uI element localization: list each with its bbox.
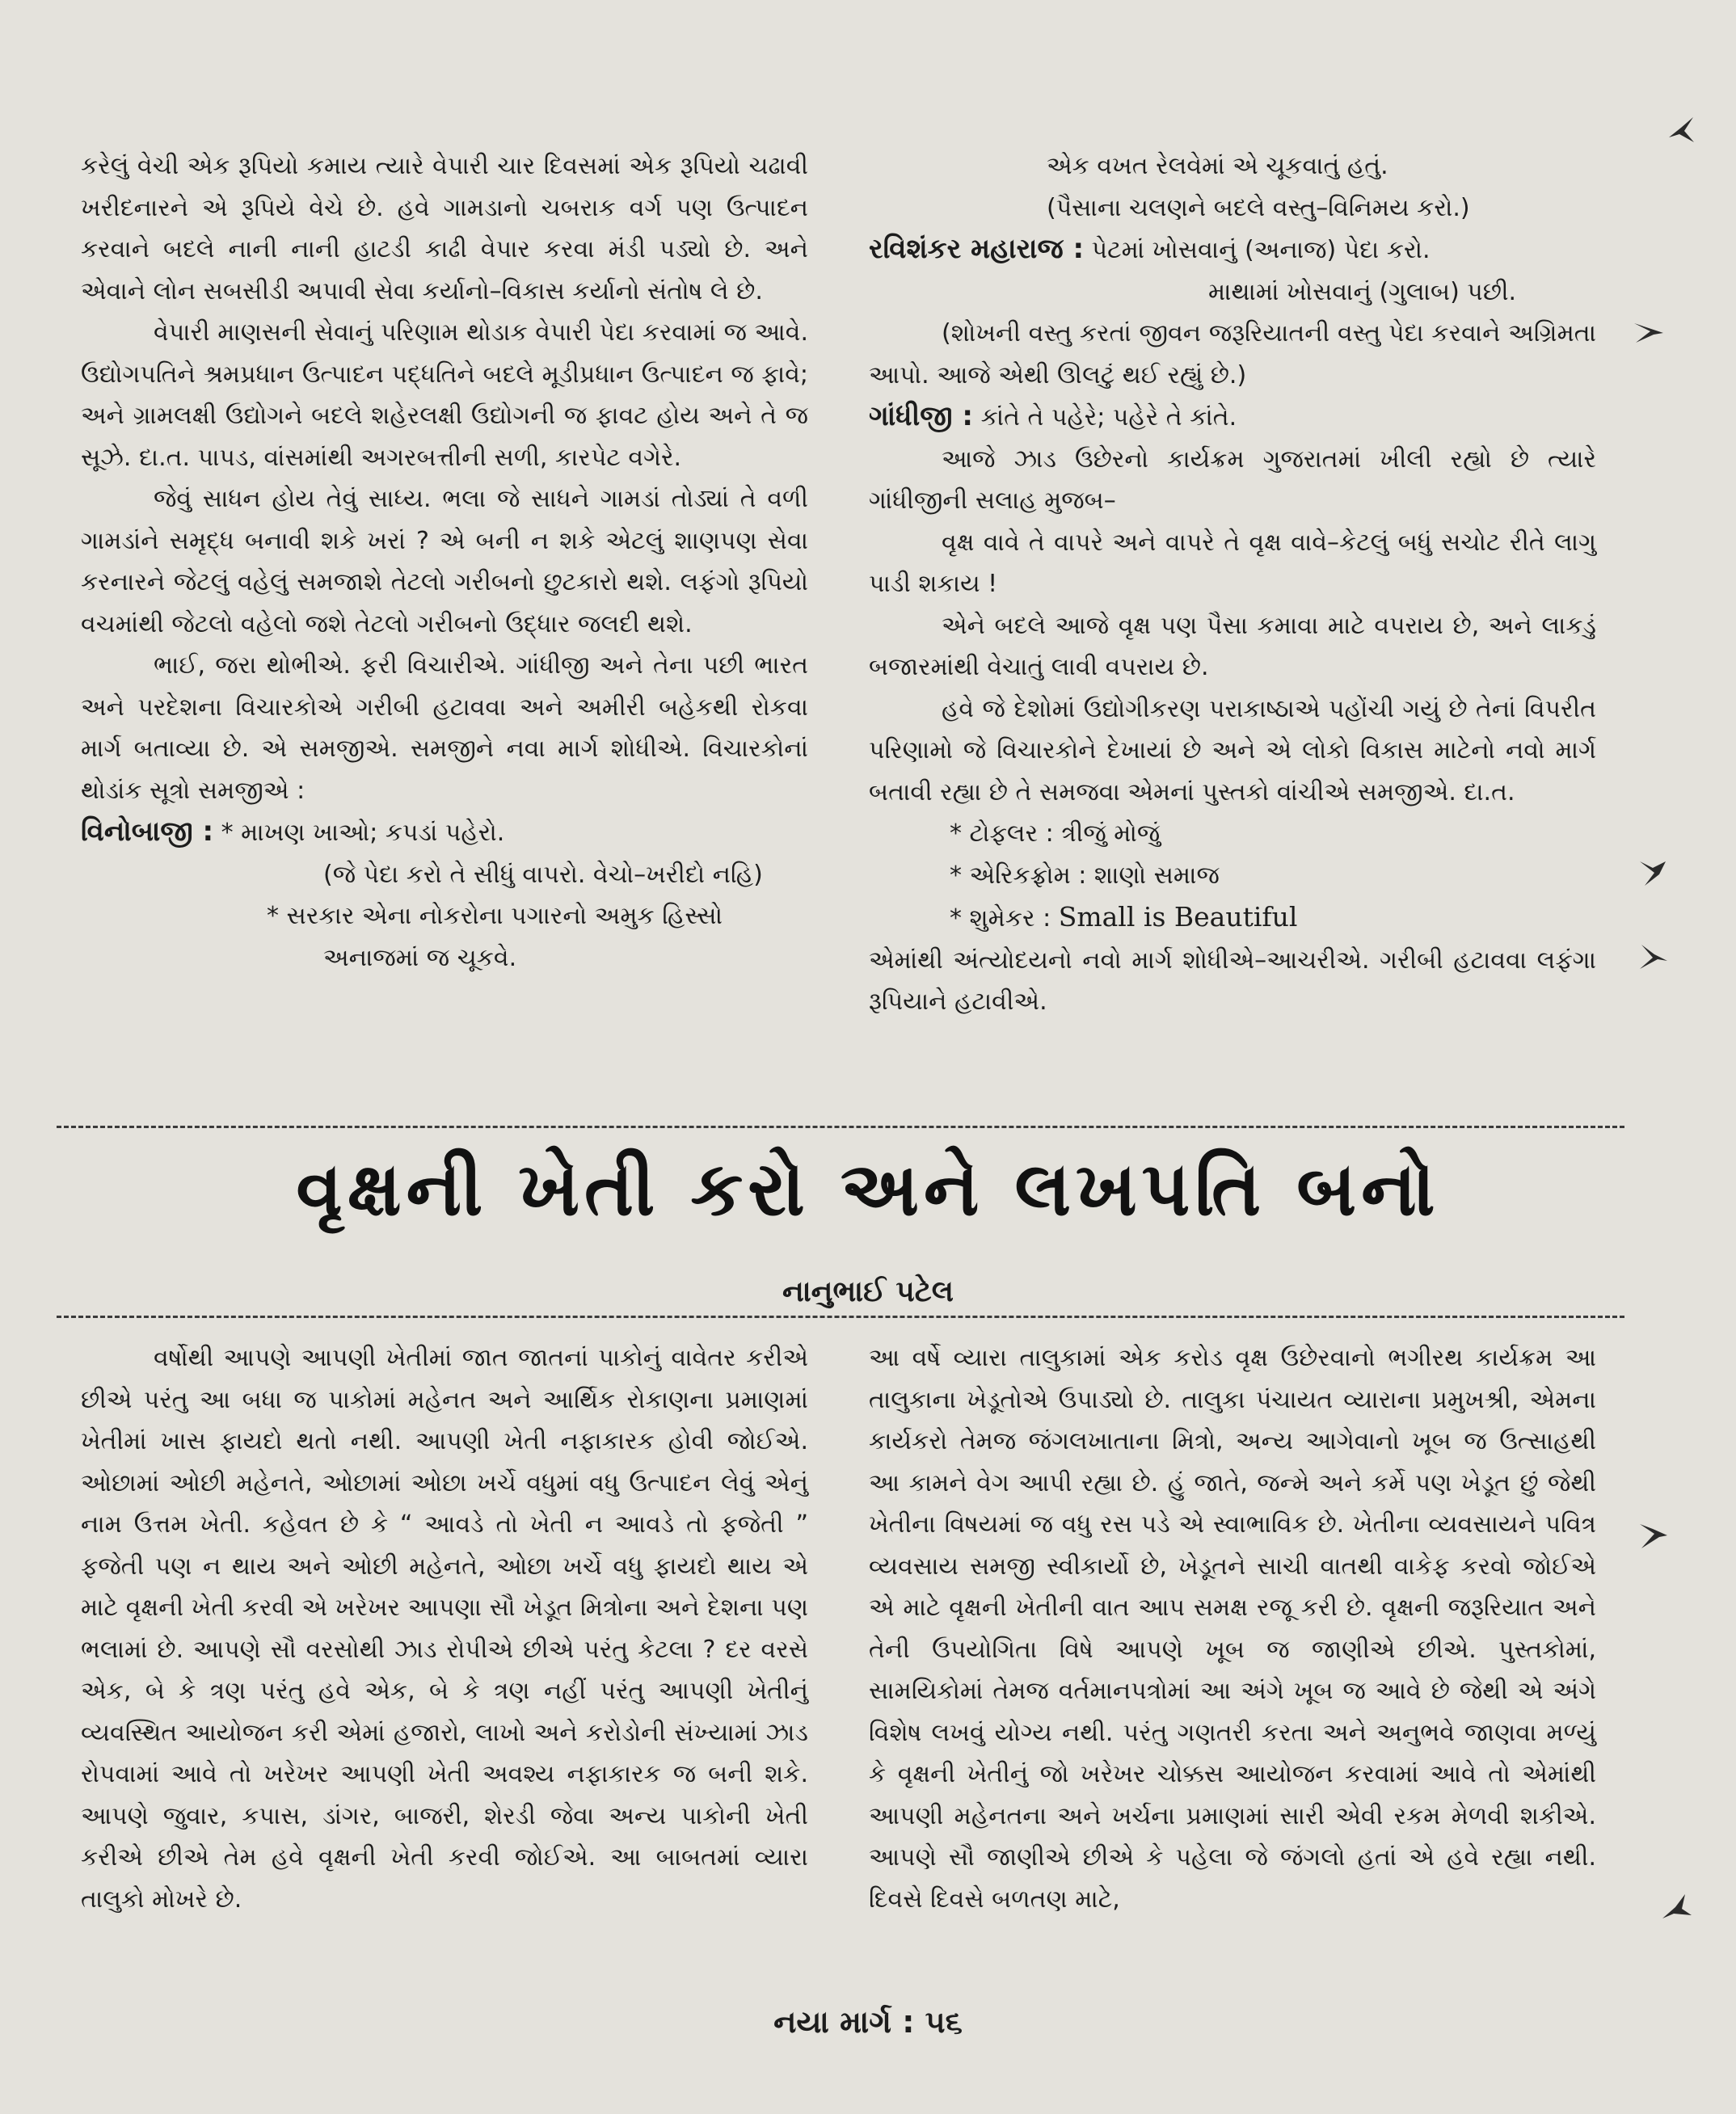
paragraph: એમાંથી અંત્યોદયનો નવો માર્ગ શોધીએ–આચરીએ. ગરીબી હટાવવા લફંગા રૂપિયાને હટાવીએ. xyxy=(869,945,1596,1016)
quote-line: પેટમાં ખોસવાનું (અનાજ) પેદા કરો. xyxy=(1091,236,1431,264)
quote-gandhi xyxy=(869,396,1596,439)
punch-hole xyxy=(1665,113,1697,145)
book-author: * શુમેકર : xyxy=(950,904,1059,933)
quote-line: કાંતે તે પહેરે; પહેરે તે કાંતે. xyxy=(980,403,1237,432)
speaker-name: ગાંધીજી : xyxy=(869,400,974,432)
paragraph: વર્ષોથી આપણે આપણી ખેતીમાં જાત જાતનાં પાકોનું વાવેતર કરીએ છીએ પરંતુ આ બધા જ પાકોમાં મહેનત અને આર્થિક રોકાણના પ્રમાણમાં ખેતીમાં ખાસ ફાયદો થતો નથી. આપણી ખેતી નફાકારક હોવી જોઈએ. ઓછામાં ઓછી મહેનતે, ઓછામાં ઓછા ખર્ચે વધુમાં વધુ ઉત્પાદન લેવું એનું નામ ઉત્તમ ખેતી. કહેવત છે કે “ આવડે તો ખેતી ન આવડે તો ફજેતી ” ફજેતી પણ ન થાય અને ઓછી મહેનતે, ઓછા ખર્ચે વધુ ફાયદો થાય એ માટે વૃક્ષની ખેતી કરવી એ ખરેખર આપણા સૌ ખેડૂત મિત્રોના અને દેશના પણ ભલામાં છે. આપણે સૌ વરસોથી ઝાડ રોપીએ છીએ પરંતુ કેટલા ? દર વરસે એક, બે કે ત્રણ પરંતુ હવે એક, બે કે ત્રણ નહીં પરંતુ આપણી ખેતીનું વ્યવસ્થિત આયોજન કરી એમાં હજારો, લાખો અને કરોડોની સંખ્યામાં ઝાડ રોપવામાં આવે તો ખરેખર આપણી ખેતી અવશ્ય નફાકારક જ બની શકે. આપણે જુવાર, કપાસ, ડાંગર, બાજરી, શેરડી જેવા અન્ય પાકોની ખેતી કરીએ છીએ તેમ હવે વૃક્ષની ખેતી કરવી જોઈએ. આ બાબતમાં વ્યારા તાલુકો મોખરે છે. xyxy=(81,1344,808,1914)
quote-line: (જે પેદા કરો તે સીધું વાપરો. વેચો–ખરીદો નહિ) xyxy=(323,860,763,889)
quote-line: * સરકાર એના નોકરોના પગારનો અમુક હિસ્સો xyxy=(267,902,723,930)
speaker-name: રવિશંકર મહારાજ : xyxy=(869,233,1085,265)
article-right-column xyxy=(869,1337,1596,1920)
paragraph: વેપારી માણસની સેવાનું પરિણામ થોડાક વેપારી પેદા કરવામાં જ આવે. ઉદ્યોગપતિને શ્રમપ્રધાન ઉત્પાદન પદ્ધતિને બદલે મૂડીપ્રધાન ઉત્પાદન જ ફાવે; અને ગ્રામલક્ષી ઉદ્યોગને બદલે શહેરલક્ષી ઉદ્યોગની જ ફાવટ હોય અને તે જ સૂઝે. દા.ત. પાપડ, વાંસમાંથી અગરબત્તીની સળી, કારપેટ વગેરે. xyxy=(81,318,808,472)
quote-line: * માખણ ખાઓ; કપડાં પહેરો. xyxy=(221,819,505,847)
paragraph: ભાઈ, જરા થોભીએ. ફરી વિચારીએ. ગાંધીજી અને તેના પછી ભારત અને પરદેશના વિચારકોએ ગરીબી હટાવવા અને અમીરી બહેકથી રોકવા માર્ગ બતાવ્યા છે. એ સમજીએ. સમજીને નવા માર્ગ શોધીએ. વિચારકોનાં થોડાંક સૂત્રો સમજીએ : xyxy=(81,651,808,805)
quote-line: અનાજમાં જ ચૂકવે. xyxy=(323,943,517,972)
punch-hole xyxy=(1637,941,1669,974)
quote-line: માથામાં ખોસવાનું (ગુલાબ) પછી. xyxy=(1208,277,1517,306)
paragraph: કરેલું વેચી એક રૂપિયો કમાય ત્યારે વેપારી ચાર દિવસમાં એક રૂપિયો ચઢાવી ખરીદનારને એ રૂપિયે વેચે છે. હવે ગામડાનો ચબરાક વર્ગ પણ ઉત્પાદન કરવાને બદલે નાની નાની હાટડી કાઢી વેપાર કરવા મંડી પડ્યો છે. અને એવાને લોન સબસીડી અપાવી સેવા કર્યાનો–વિકાસ કર્યાનો સંતોષ લે છે. xyxy=(81,152,808,305)
section-divider xyxy=(57,1126,1624,1128)
paragraph: હવે જે દેશોમાં ઉદ્યોગીકરણ પરાકાષ્ઠાએ પહોંચી ગયું છે તેનાં વિપરીત પરિણામો જે વિચારકોને દેખાયાં છે અને એ લોકો વિકાસ માટેનો નવો માર્ગ બતાવી રહ્યા છે તે સમજવા એમનાં પુસ્તકો વાંચીએ સમજીએ. દા.ત. xyxy=(869,694,1596,806)
quote-vinoba xyxy=(81,811,808,854)
top-right-column xyxy=(869,145,1596,1023)
section-divider xyxy=(57,1316,1624,1318)
text-line: (પૈસાના ચલણને બદલે વસ્તુ–વિનિમય કરો.) xyxy=(1047,193,1470,222)
quote-note: (શોખની વસ્તુ કરતાં જીવન જરૂરિયાતની વસ્તુ પેદા કરવાને અગ્રિમતા આપો. આજે એથી ઊલટું થઈ રહ્યું છે.) xyxy=(869,319,1596,390)
punch-hole xyxy=(1637,1519,1669,1552)
article-left-column xyxy=(81,1337,808,1920)
book-title: Small is Beautiful xyxy=(1058,901,1298,933)
article-author: નાનુભાઈ પટેલ xyxy=(782,1275,954,1308)
text-line: એક વખત રેલવેમાં એ ચૂકવાતું હતું. xyxy=(1047,152,1388,180)
punch-hole xyxy=(1637,857,1669,889)
paragraph: વૃક્ષ વાવે તે વાપરે અને વાપરે તે વૃક્ષ વાવે–કેટલું બધું સચોટ રીતે લાગુ પાડી શકાય ! xyxy=(869,528,1596,598)
book-list-item: * ટોફલર : ત્રીજું મોજું xyxy=(950,819,1161,848)
article-title: વૃક્ષની ખેતી કરો અને લખપતિ બનો xyxy=(296,1146,1440,1232)
paragraph: એને બદલે આજે વૃક્ષ પણ પૈસા કમાવા માટે વપરાય છે, અને લાકડું બજારમાંથી વેચાતું લાવી વપરાય છે. xyxy=(869,611,1596,681)
paragraph: આ વર્ષે વ્યારા તાલુકામાં એક કરોડ વૃક્ષ ઉછેરવાનો ભગીરથ કાર્યક્રમ આ તાલુકાના ખેડૂતોએ ઉપાડ્યો છે. તાલુકા પંચાયત વ્યારાના પ્રમુખશ્રી, એમના કાર્યકરો તેમજ જંગલખાતાના મિત્રો, અન્ય આગેવાનો ખૂબ જ ઉત્સાહથી આ કામને વેગ આપી રહ્યા છે. હું જાતે, જન્મે અને કર્મે પણ ખેડૂત છું જેથી ખેતીના વિષયમાં જ વધુ રસ પડે એ સ્વાભાવિક છે. ખેતીના વ્યવસાયને પવિત્ર વ્યવસાય સમજી સ્વીકાર્યો છે, ખેડૂતને સાચી વાતથી વાકેફ કરવો જોઈએ એ માટે વૃક્ષની ખેતીની વાત આપ સમક્ષ રજૂ કરી છે. વૃક્ષની જરૂરિયાત અને તેની ઉપયોગિતા વિષે આપણે ખૂબ જ જાણીએ છીએ. પુસ્તકોમાં, સામયિકોમાં તેમજ વર્તમાનપત્રોમાં આ અંગે ખૂબ જ આવે છે જેથી એ અંગે વિશેષ લખવું યોગ્ય નથી. પરંતુ ગણતરી કરતા અને અનુભવે જાણવા મળ્યું કે વૃક્ષની ખેતીનું જો ખરેખર ચોક્કસ આયોજન કરવામાં આવે તો એમાંથી આપણી મહેનતના અને ખર્ચના પ્રમાણમાં સારી એવી રકમ મેળવી શકીએ. આપણે સૌ જાણીએ છીએ કે પહેલા જે જંગલો હતાં એ હવે રહ્યા નથી. દિવસે દિવસે બળતણ માટે, xyxy=(869,1344,1596,1914)
quote-ravishankar xyxy=(869,229,1596,272)
paragraph: જેવું સાધન હોય તેવું સાધ્ય. ભલા જે સાધને ગામડાં તોડ્યાં તે વળી ગામડાંને સમૃદ્ધ બનાવી શકે ખરાં ? એ બની ન શકે એટલું શાણપણ સેવા કરનારને જેટલું વહેલું સમજાશે તેટલો ગરીબનો છુટકારો થશે. લફંગો રૂપિયો વચમાંથી જેટલો વહેલો જશે તેટલો ગરીબનો ઉદ્ધાર જલદી થશે. xyxy=(81,485,808,638)
punch-hole xyxy=(1661,1891,1693,1923)
top-left-column xyxy=(81,145,808,979)
page-footer: નયા માર્ગ : ૫૬ xyxy=(773,2004,963,2040)
speaker-name: વિનોબાજી : xyxy=(81,815,214,848)
paragraph: આજે ઝાડ ઉછેરનો કાર્યક્રમ ગુજરાતમાં ખીલી રહ્યો છે ત્યારે ગાંધીજીની સલાહ મુજબ– xyxy=(869,444,1596,515)
book-list-item: * એરિકફ્રોમ : શાણો સમાજ xyxy=(950,861,1220,890)
book-list-item xyxy=(869,896,1596,940)
punch-hole xyxy=(1633,315,1665,347)
